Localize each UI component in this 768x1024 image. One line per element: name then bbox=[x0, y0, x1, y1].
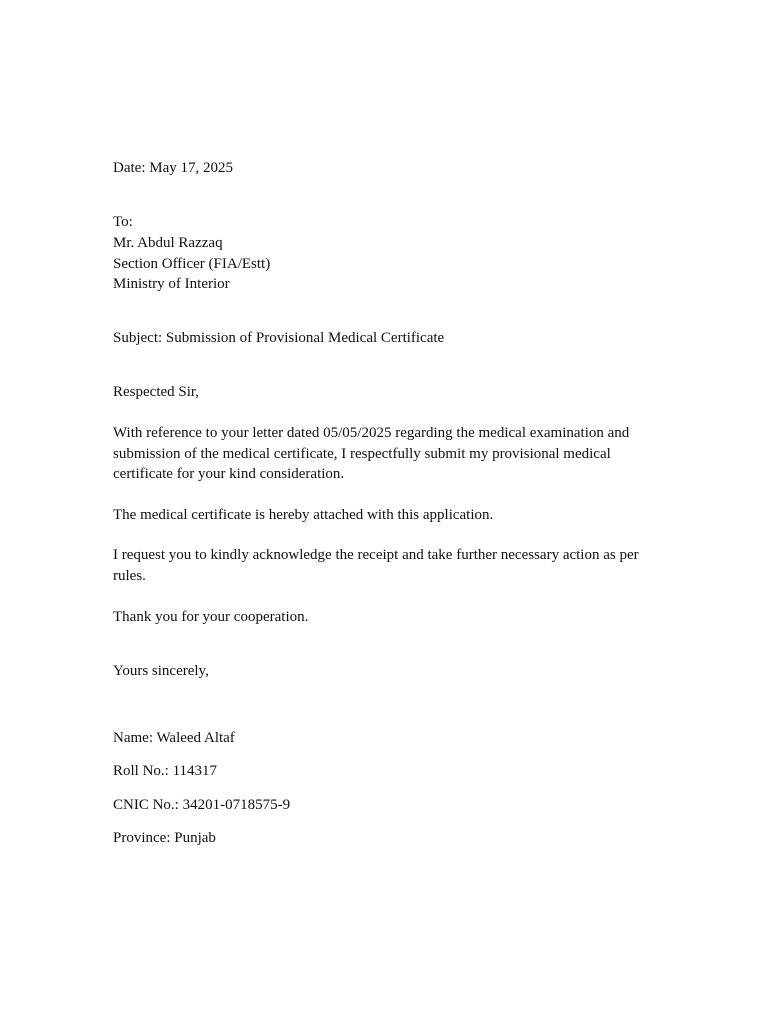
closing: Yours sincerely, bbox=[113, 663, 209, 679]
recipient-organization: Ministry of Interior bbox=[113, 276, 230, 292]
recipient-title: Section Officer (FIA/Estt) bbox=[113, 256, 271, 272]
to-label: To: bbox=[113, 214, 133, 230]
body-paragraph-4: Thank you for your cooperation. bbox=[113, 609, 309, 625]
signature-province: Province: Punjab bbox=[113, 830, 216, 846]
signature-cnic: CNIC No.: 34201-0718575-9 bbox=[113, 797, 291, 813]
signature-roll-no: Roll No.: 114317 bbox=[113, 763, 218, 779]
letter-subject: Subject: Submission of Provisional Medical Certificate bbox=[113, 330, 445, 346]
body-paragraph-3: I request you to kindly acknowledge the receipt and take further necessary action as per rules. bbox=[113, 547, 639, 584]
salutation: Respected Sir, bbox=[113, 384, 200, 400]
letter-date: Date: May 17, 2025 bbox=[113, 160, 233, 176]
body-paragraph-2: The medical certificate is hereby attached with this application. bbox=[113, 507, 494, 523]
recipient-name: Mr. Abdul Razzaq bbox=[113, 235, 223, 251]
body-paragraph-1: With reference to your letter dated 05/05/2025 regarding the medical examination and submission of the medical certificate, I respectfully submit my provisional medical certificate for your kind consideration. bbox=[113, 425, 630, 482]
signature-name: Name: Waleed Altaf bbox=[113, 730, 235, 746]
